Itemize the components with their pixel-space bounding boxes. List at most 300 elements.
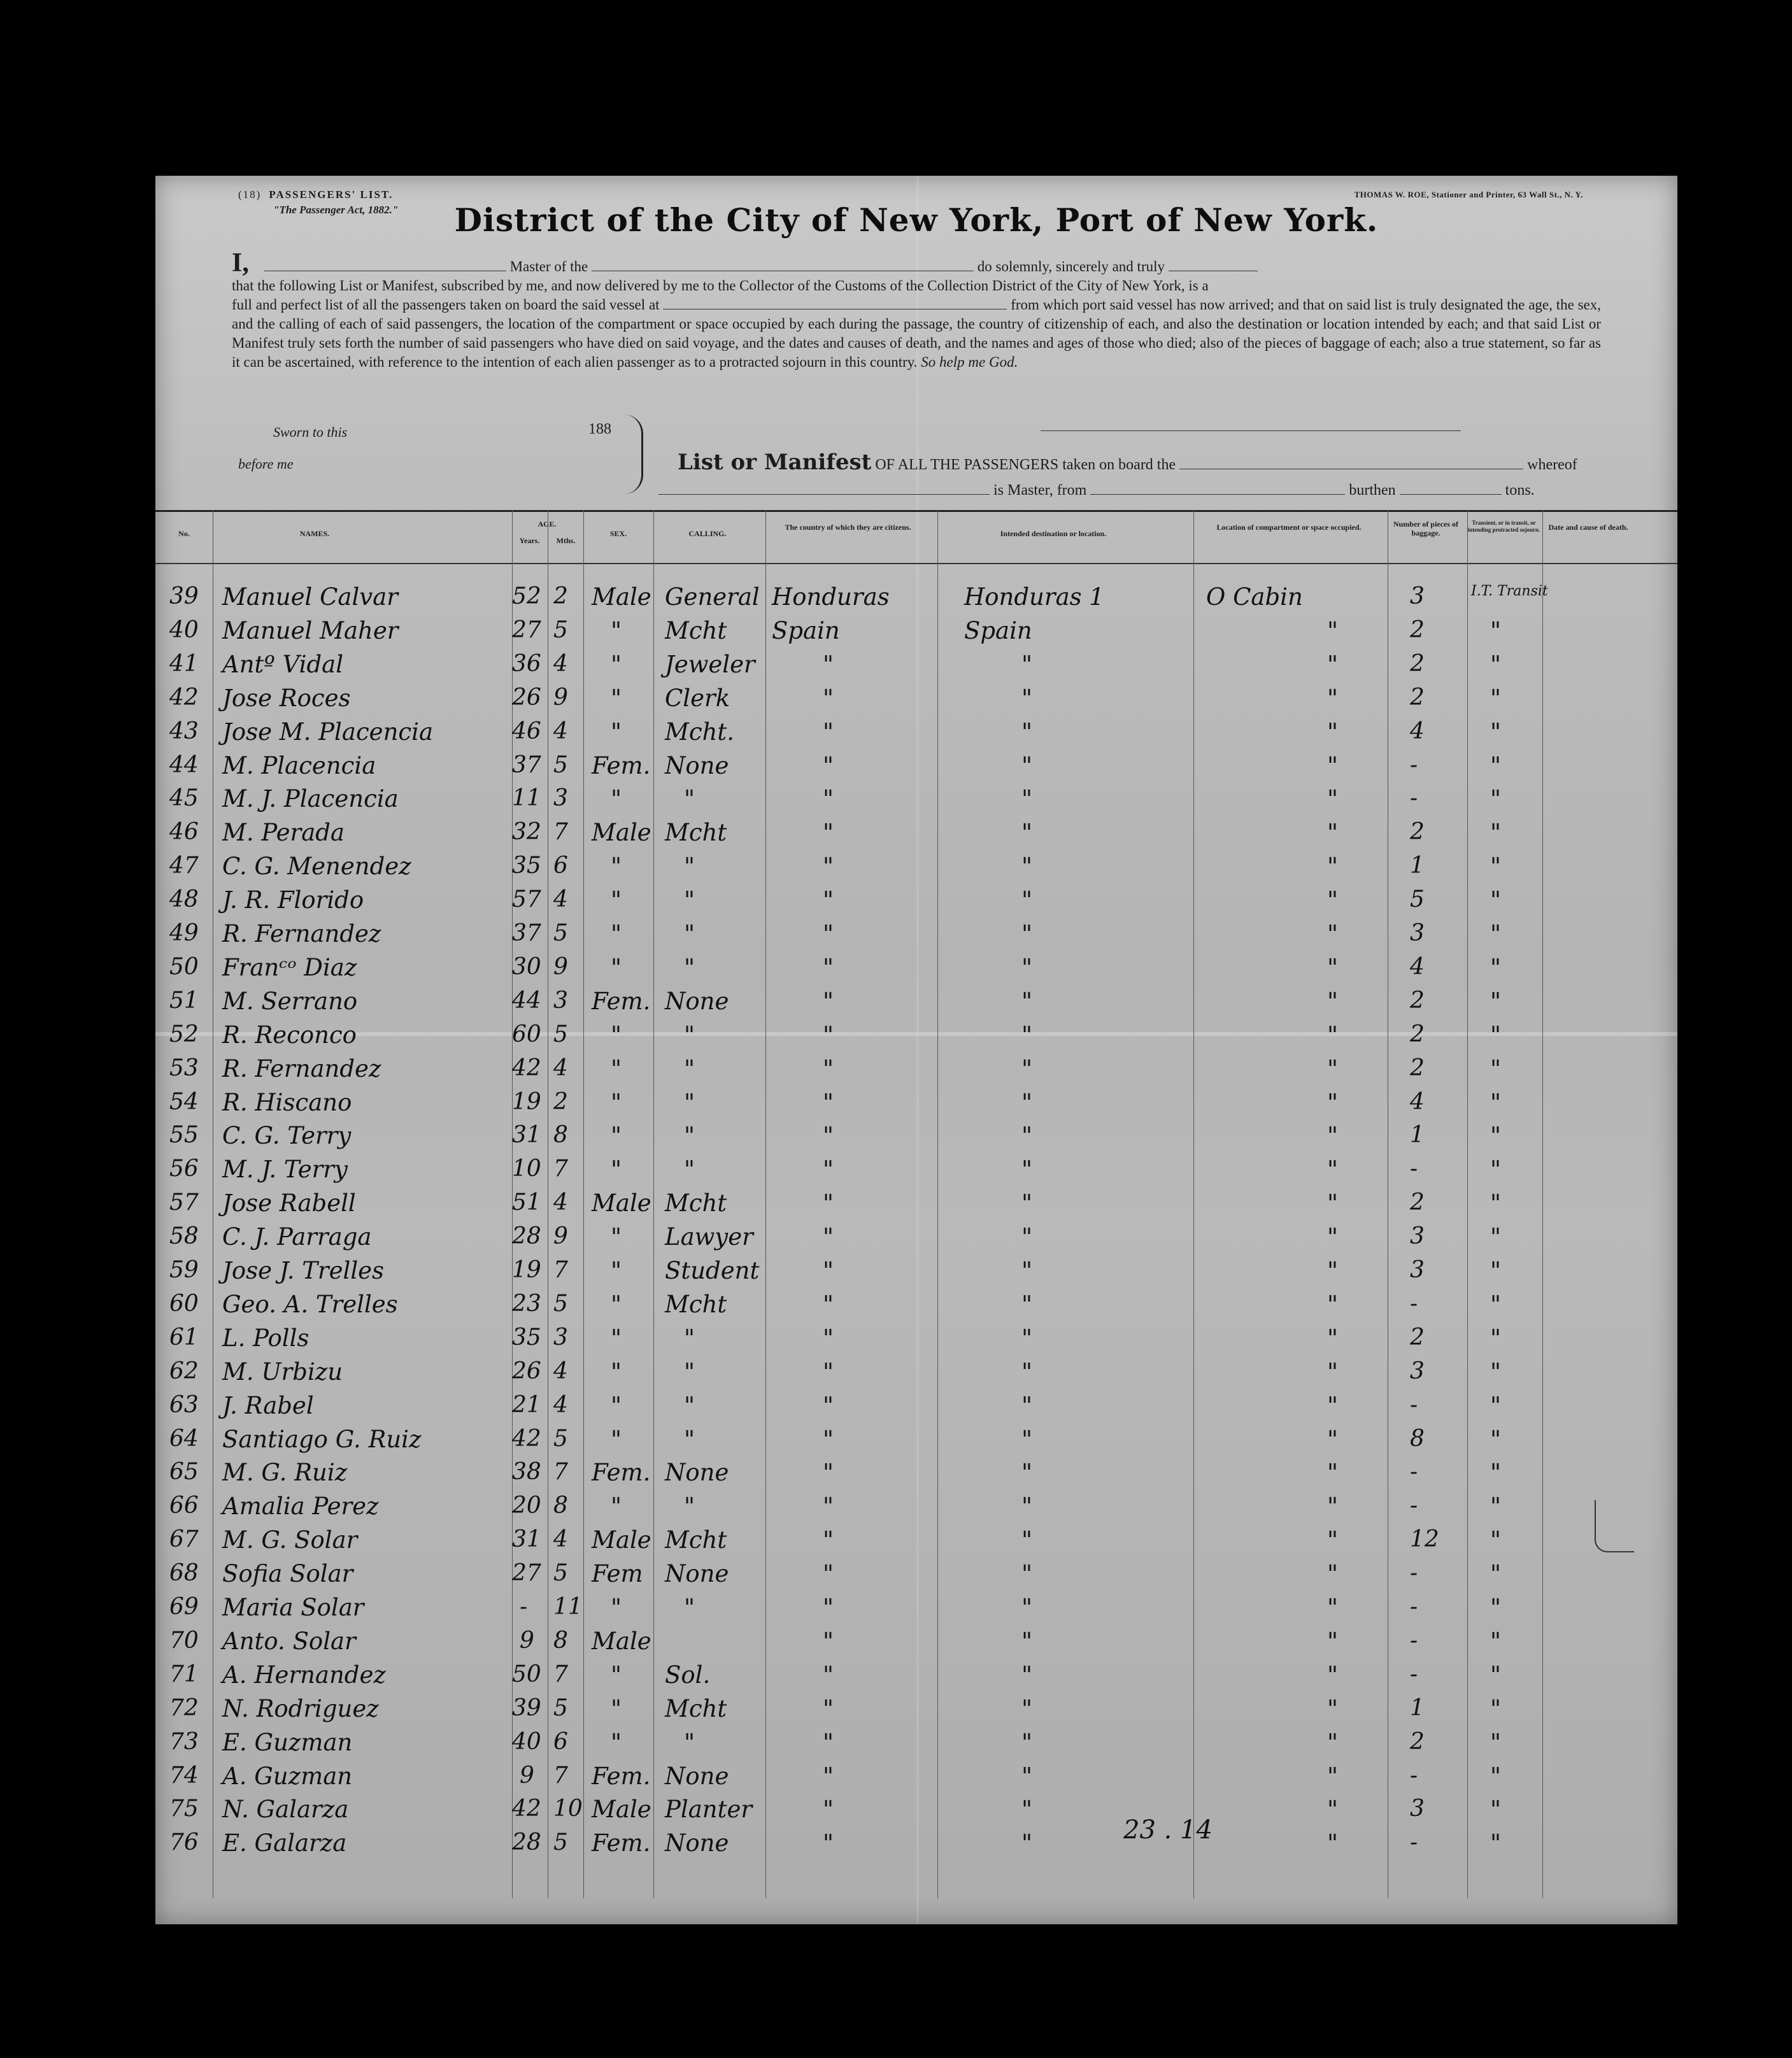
oath-line: from which port said vessel has now arrived; and that bbox=[1011, 297, 1325, 313]
row-no: 75 bbox=[169, 1796, 199, 1822]
row-name: Franᶜᵒ Diaz bbox=[222, 953, 357, 981]
row-bag: 1 bbox=[1410, 1122, 1425, 1149]
col-age: AGE. bbox=[537, 520, 557, 529]
row-calling: " bbox=[684, 853, 695, 881]
row-loc: " bbox=[1327, 1796, 1339, 1824]
row-dest: " bbox=[1021, 920, 1033, 947]
row-calling: None bbox=[665, 1762, 729, 1790]
row-country: " bbox=[823, 819, 834, 847]
row-dest: " bbox=[1021, 718, 1033, 746]
row-trans: " bbox=[1490, 684, 1502, 712]
row-calling: Mcht bbox=[665, 1290, 727, 1318]
row-loc: " bbox=[1327, 1829, 1339, 1857]
row-trans: " bbox=[1490, 920, 1502, 947]
row-calling: " bbox=[684, 1324, 695, 1352]
row-calling: Mcht bbox=[665, 1189, 727, 1217]
row-sex: Male bbox=[592, 1189, 651, 1217]
row-loc: O Cabin bbox=[1206, 583, 1303, 611]
row-dest: " bbox=[1021, 886, 1033, 914]
row-country: " bbox=[823, 1223, 834, 1251]
row-sex: " bbox=[611, 1661, 622, 1689]
column-rule bbox=[1467, 510, 1468, 1898]
row-loc: " bbox=[1327, 1189, 1339, 1217]
row-calling: None bbox=[665, 751, 729, 779]
manifest-text: tons. bbox=[1505, 482, 1535, 499]
row-calling: Clerk bbox=[665, 684, 730, 712]
row-trans: " bbox=[1490, 1290, 1502, 1318]
totals: 23 . 14 bbox=[1123, 1815, 1212, 1845]
row-name: J. Rabel bbox=[222, 1391, 314, 1419]
row-sex: " bbox=[611, 1493, 622, 1521]
row-yrs: 35 bbox=[512, 853, 541, 879]
row-country: " bbox=[823, 1762, 834, 1790]
row-sex: Fem bbox=[592, 1560, 643, 1588]
row-no: 54 bbox=[169, 1088, 199, 1115]
blank-line bbox=[658, 481, 990, 495]
row-bag: 5 bbox=[1410, 886, 1425, 913]
row-no: 60 bbox=[169, 1290, 199, 1317]
row-no: 42 bbox=[169, 684, 199, 711]
row-trans: " bbox=[1490, 1358, 1502, 1386]
row-yrs: 26 bbox=[512, 684, 541, 711]
row-name: N. Rodriguez bbox=[222, 1694, 379, 1722]
row-sex: " bbox=[611, 718, 622, 746]
row-bag: 2 bbox=[1410, 1054, 1425, 1081]
row-sex: Male bbox=[592, 1627, 651, 1655]
row-yrs: 42 bbox=[512, 1425, 541, 1452]
row-country: " bbox=[823, 1189, 834, 1217]
row-mths: 7 bbox=[553, 1156, 568, 1182]
row-calling: " bbox=[684, 1728, 695, 1756]
manifest-text: OF ALL THE PASSENGERS taken on board the bbox=[875, 457, 1176, 473]
row-country: " bbox=[823, 1156, 834, 1184]
row-trans: " bbox=[1490, 1493, 1502, 1521]
row-bag: - bbox=[1410, 1661, 1418, 1687]
row-no: 72 bbox=[169, 1694, 199, 1721]
row-sex: " bbox=[611, 1425, 622, 1453]
row-calling: " bbox=[684, 1088, 695, 1116]
row-bag: 2 bbox=[1410, 650, 1425, 677]
row-country: " bbox=[823, 886, 834, 914]
row-mths: 4 bbox=[553, 1358, 568, 1384]
row-no: 53 bbox=[169, 1054, 199, 1081]
column-rule bbox=[1542, 510, 1543, 1898]
row-yrs: 28 bbox=[512, 1829, 541, 1856]
row-loc: " bbox=[1327, 1290, 1339, 1318]
margin-mark bbox=[1595, 1500, 1634, 1552]
row-trans: " bbox=[1490, 1594, 1502, 1621]
row-no: 66 bbox=[169, 1493, 199, 1519]
blank-line bbox=[1169, 258, 1258, 271]
row-yrs: - bbox=[520, 1594, 528, 1620]
row-calling: " bbox=[684, 1054, 695, 1082]
row-dest: Honduras 1 bbox=[964, 583, 1104, 611]
row-loc: " bbox=[1327, 987, 1339, 1015]
row-name: A. Guzman bbox=[222, 1762, 353, 1790]
row-sex: Fem. bbox=[592, 1459, 651, 1487]
row-no: 45 bbox=[169, 785, 199, 812]
row-trans: " bbox=[1490, 1054, 1502, 1082]
oath-paragraph bbox=[232, 248, 1602, 372]
row-country: " bbox=[823, 1459, 834, 1487]
row-sex: " bbox=[611, 1358, 622, 1386]
col-mths: Mths. bbox=[556, 536, 576, 545]
row-country: " bbox=[823, 718, 834, 746]
row-yrs: 50 bbox=[512, 1661, 541, 1687]
row-mths: 9 bbox=[553, 1223, 568, 1250]
row-dest: " bbox=[1021, 819, 1033, 847]
row-bag: 2 bbox=[1410, 1021, 1425, 1047]
row-bag: 3 bbox=[1410, 1257, 1425, 1283]
row-mths: 5 bbox=[553, 920, 568, 946]
row-no: 59 bbox=[169, 1257, 199, 1283]
row-sex: Male bbox=[592, 583, 651, 611]
row-yrs: 60 bbox=[512, 1021, 541, 1047]
row-dest: " bbox=[1021, 1694, 1033, 1722]
row-dest: " bbox=[1021, 1290, 1033, 1318]
row-bag: - bbox=[1410, 785, 1418, 812]
row-loc: " bbox=[1327, 1594, 1339, 1621]
row-sex: " bbox=[611, 1122, 622, 1150]
row-country: " bbox=[823, 1324, 834, 1352]
row-loc: " bbox=[1327, 1223, 1339, 1251]
row-dest: " bbox=[1021, 1425, 1033, 1453]
row-bag: - bbox=[1410, 1156, 1418, 1182]
row-bag: 1 bbox=[1410, 1694, 1425, 1721]
manifest-text: is Master, from bbox=[993, 482, 1087, 499]
manifest-sheet bbox=[155, 176, 1677, 1924]
row-yrs: 9 bbox=[520, 1627, 534, 1654]
row-yrs: 31 bbox=[512, 1122, 541, 1149]
row-yrs: 38 bbox=[512, 1459, 541, 1486]
row-sex: " bbox=[611, 616, 622, 644]
row-loc: " bbox=[1327, 1021, 1339, 1049]
row-loc: " bbox=[1327, 1694, 1339, 1722]
row-sex: Fem. bbox=[592, 987, 651, 1015]
row-sex: " bbox=[611, 886, 622, 914]
row-dest: " bbox=[1021, 853, 1033, 881]
col-years: Years. bbox=[519, 536, 540, 545]
row-yrs: 40 bbox=[512, 1728, 541, 1755]
row-country: " bbox=[823, 1560, 834, 1588]
row-bag: - bbox=[1410, 1560, 1418, 1587]
row-country: " bbox=[823, 920, 834, 947]
row-no: 51 bbox=[169, 987, 199, 1014]
row-yrs: 10 bbox=[512, 1156, 541, 1182]
row-sex: " bbox=[611, 1290, 622, 1318]
row-mths: 4 bbox=[553, 1189, 568, 1216]
row-name: C. J. Parraga bbox=[222, 1223, 372, 1251]
row-dest: " bbox=[1021, 650, 1033, 678]
row-dest: " bbox=[1021, 1156, 1033, 1184]
row-calling: " bbox=[684, 1594, 695, 1621]
row-yrs: 39 bbox=[512, 1694, 541, 1721]
row-no: 41 bbox=[169, 650, 199, 677]
row-dest: " bbox=[1021, 684, 1033, 712]
manifest-text: whereof bbox=[1527, 457, 1577, 473]
row-bag: - bbox=[1410, 1459, 1418, 1486]
row-yrs: 42 bbox=[512, 1054, 541, 1081]
row-trans: " bbox=[1490, 1829, 1502, 1857]
row-calling: " bbox=[684, 1122, 695, 1150]
row-trans: " bbox=[1490, 853, 1502, 881]
row-trans: " bbox=[1490, 1728, 1502, 1756]
act-label: "The Passenger Act, 1882." bbox=[273, 204, 399, 216]
row-calling: " bbox=[684, 953, 695, 981]
row-trans: " bbox=[1490, 1425, 1502, 1453]
row-sex: " bbox=[611, 1088, 622, 1116]
oath-line: that the following List or Manifest, subscribed by me, and now delivered by me to the Collector of the Customs of the Collection District of the City of New York, is a bbox=[232, 278, 1209, 294]
row-no: 70 bbox=[169, 1627, 199, 1654]
row-sex: Fem. bbox=[592, 751, 651, 779]
row-dest: " bbox=[1021, 1189, 1033, 1217]
row-yrs: 57 bbox=[512, 886, 541, 913]
row-name: L. Polls bbox=[222, 1324, 309, 1352]
row-loc: " bbox=[1327, 819, 1339, 847]
row-loc: " bbox=[1327, 1122, 1339, 1150]
oath-closing: So help me God. bbox=[921, 354, 1018, 370]
row-no: 43 bbox=[169, 718, 199, 744]
row-name: Anto. Solar bbox=[222, 1627, 356, 1655]
row-mths: 8 bbox=[553, 1493, 568, 1519]
sworn-label: Sworn to this bbox=[273, 424, 348, 440]
row-name: C. G. Terry bbox=[222, 1122, 352, 1150]
manifest-heading bbox=[678, 450, 1577, 475]
row-mths: 7 bbox=[553, 1762, 568, 1789]
row-trans: " bbox=[1490, 1223, 1502, 1251]
row-dest: " bbox=[1021, 1762, 1033, 1790]
row-no: 62 bbox=[169, 1358, 199, 1384]
document-title: District of the City of New York, Port of New York. bbox=[454, 201, 1379, 239]
row-country: " bbox=[823, 1088, 834, 1116]
brace-mark bbox=[623, 415, 643, 494]
row-name: A. Hernandez bbox=[222, 1661, 386, 1689]
row-trans: " bbox=[1490, 785, 1502, 813]
row-yrs: 26 bbox=[512, 1358, 541, 1384]
row-loc: " bbox=[1327, 1358, 1339, 1386]
row-country: " bbox=[823, 987, 834, 1015]
row-mths: 5 bbox=[553, 1829, 568, 1856]
fold-line-vertical bbox=[916, 176, 919, 1924]
row-name: M. Urbizu bbox=[222, 1358, 343, 1386]
col-no: No. bbox=[178, 529, 190, 538]
row-calling: Lawyer bbox=[665, 1223, 753, 1251]
row-yrs: 21 bbox=[512, 1391, 541, 1418]
row-bag: - bbox=[1410, 1627, 1418, 1654]
row-dest: " bbox=[1021, 1796, 1033, 1824]
row-trans: " bbox=[1490, 1694, 1502, 1722]
row-bag: - bbox=[1410, 1594, 1418, 1620]
row-no: 46 bbox=[169, 819, 199, 846]
row-no: 63 bbox=[169, 1391, 199, 1418]
row-sex: " bbox=[611, 1156, 622, 1184]
row-sex: " bbox=[611, 785, 622, 813]
row-yrs: 19 bbox=[512, 1257, 541, 1283]
row-calling: " bbox=[684, 1391, 695, 1419]
row-dest: " bbox=[1021, 953, 1033, 981]
row-bag: 4 bbox=[1410, 953, 1425, 980]
row-sex: " bbox=[611, 1021, 622, 1049]
row-calling: " bbox=[684, 1358, 695, 1386]
row-trans: " bbox=[1490, 650, 1502, 678]
row-bag: 4 bbox=[1410, 1088, 1425, 1115]
row-calling: Planter bbox=[665, 1796, 753, 1824]
row-loc: " bbox=[1327, 1459, 1339, 1487]
row-loc: " bbox=[1327, 1560, 1339, 1588]
col-country: The country of which they are citizens. bbox=[785, 523, 911, 532]
row-mths: 8 bbox=[553, 1122, 568, 1149]
column-rule bbox=[653, 510, 654, 1898]
row-trans: " bbox=[1490, 1661, 1502, 1689]
row-trans: " bbox=[1490, 953, 1502, 981]
row-no: 65 bbox=[169, 1459, 199, 1486]
row-dest: " bbox=[1021, 751, 1033, 779]
row-loc: " bbox=[1327, 718, 1339, 746]
row-calling: Mcht bbox=[665, 1694, 727, 1722]
row-no: 44 bbox=[169, 751, 199, 778]
row-country: " bbox=[823, 785, 834, 813]
row-bag: - bbox=[1410, 1493, 1418, 1519]
row-country: Spain bbox=[772, 616, 840, 644]
row-mths: 6 bbox=[553, 1728, 568, 1755]
row-loc: " bbox=[1327, 616, 1339, 644]
row-bag: 3 bbox=[1410, 1358, 1425, 1384]
row-yrs: 27 bbox=[512, 616, 541, 643]
row-name: R. Fernandez bbox=[222, 1054, 381, 1082]
row-name: R. Reconco bbox=[222, 1021, 357, 1049]
row-yrs: 42 bbox=[512, 1796, 541, 1822]
row-bag: - bbox=[1410, 751, 1418, 778]
col-death: Date and cause of death. bbox=[1548, 523, 1628, 532]
row-name: Maria Solar bbox=[222, 1594, 364, 1621]
row-sex: Male bbox=[592, 1796, 651, 1824]
row-name: N. Galarza bbox=[222, 1796, 349, 1824]
row-loc: " bbox=[1327, 650, 1339, 678]
row-calling: " bbox=[684, 1156, 695, 1184]
row-country: " bbox=[823, 1054, 834, 1082]
row-calling: " bbox=[684, 1425, 695, 1453]
row-country: " bbox=[823, 1021, 834, 1049]
row-country: " bbox=[823, 953, 834, 981]
row-loc: " bbox=[1327, 1627, 1339, 1655]
row-loc: " bbox=[1327, 684, 1339, 712]
row-yrs: 27 bbox=[512, 1560, 541, 1587]
row-no: 73 bbox=[169, 1728, 199, 1755]
column-rule bbox=[937, 510, 938, 1898]
row-mths: 5 bbox=[553, 1694, 568, 1721]
row-bag: 3 bbox=[1410, 583, 1425, 609]
row-name: Antº Vidal bbox=[222, 650, 344, 678]
row-mths: 5 bbox=[553, 1021, 568, 1047]
row-yrs: 35 bbox=[512, 1324, 541, 1351]
row-bag: 8 bbox=[1410, 1425, 1425, 1452]
row-trans: " bbox=[1490, 1324, 1502, 1352]
row-sex: " bbox=[611, 650, 622, 678]
row-dest: " bbox=[1021, 785, 1033, 813]
row-sex: " bbox=[611, 1324, 622, 1352]
blank-line bbox=[1179, 456, 1523, 469]
row-country: " bbox=[823, 1391, 834, 1419]
row-name: R. Fernandez bbox=[222, 920, 381, 947]
row-name: Sofia Solar bbox=[222, 1560, 353, 1588]
row-trans: " bbox=[1490, 1122, 1502, 1150]
row-trans: " bbox=[1490, 987, 1502, 1015]
row-trans: " bbox=[1490, 1526, 1502, 1554]
row-country: Honduras bbox=[772, 583, 890, 611]
row-dest: " bbox=[1021, 987, 1033, 1015]
row-mths: 10 bbox=[553, 1796, 583, 1822]
row-yrs: 28 bbox=[512, 1223, 541, 1250]
row-dest: " bbox=[1021, 1358, 1033, 1386]
row-loc: " bbox=[1327, 1493, 1339, 1521]
row-trans: " bbox=[1490, 1021, 1502, 1049]
row-calling: Mcht. bbox=[665, 718, 735, 746]
row-loc: " bbox=[1327, 1661, 1339, 1689]
row-trans: " bbox=[1490, 1189, 1502, 1217]
row-mths: 3 bbox=[553, 785, 568, 812]
row-sex: " bbox=[611, 1594, 622, 1621]
row-no: 47 bbox=[169, 853, 199, 879]
row-name: Jose Rabell bbox=[222, 1189, 356, 1217]
row-sex: " bbox=[611, 920, 622, 947]
row-sex: Fem. bbox=[592, 1829, 651, 1857]
row-no: 55 bbox=[169, 1122, 199, 1149]
row-country: " bbox=[823, 1257, 834, 1284]
col-sex: SEX. bbox=[609, 529, 627, 538]
row-dest: " bbox=[1021, 1257, 1033, 1284]
row-loc: " bbox=[1327, 1156, 1339, 1184]
row-name: Amalia Perez bbox=[222, 1493, 379, 1521]
row-trans: " bbox=[1490, 819, 1502, 847]
row-bag: 12 bbox=[1410, 1526, 1439, 1553]
row-trans: " bbox=[1490, 1560, 1502, 1588]
row-dest: " bbox=[1021, 1459, 1033, 1487]
row-trans: " bbox=[1490, 1156, 1502, 1184]
row-dest: Spain bbox=[964, 616, 1032, 644]
row-no: 76 bbox=[169, 1829, 199, 1856]
row-sex: " bbox=[611, 684, 622, 712]
row-loc: " bbox=[1327, 1391, 1339, 1419]
row-trans: " bbox=[1490, 1627, 1502, 1655]
row-bag: 2 bbox=[1410, 1189, 1425, 1216]
row-loc: " bbox=[1327, 1425, 1339, 1453]
column-rule bbox=[583, 510, 584, 1898]
row-country: " bbox=[823, 1358, 834, 1386]
row-bag: - bbox=[1410, 1829, 1418, 1856]
row-name: Santiago G. Ruiz bbox=[222, 1425, 422, 1453]
row-sex: " bbox=[611, 1223, 622, 1251]
row-name: M. G. Solar bbox=[222, 1526, 358, 1554]
row-name: Manuel Maher bbox=[222, 616, 399, 644]
row-calling: Sol. bbox=[665, 1661, 711, 1689]
row-trans: " bbox=[1490, 1459, 1502, 1487]
row-country: " bbox=[823, 1661, 834, 1689]
row-sex: " bbox=[611, 1054, 622, 1082]
row-loc: " bbox=[1327, 1054, 1339, 1082]
row-trans: " bbox=[1490, 1391, 1502, 1419]
row-no: 49 bbox=[169, 920, 199, 946]
blank-line bbox=[663, 296, 1007, 309]
oath-line: full and perfect list of all the passengers taken on board the said vessel at bbox=[232, 297, 660, 313]
row-dest: " bbox=[1021, 1829, 1033, 1857]
row-bag: - bbox=[1410, 1762, 1418, 1789]
row-mths: 6 bbox=[553, 853, 568, 879]
row-calling: General bbox=[665, 583, 760, 611]
row-trans: " bbox=[1490, 616, 1502, 644]
row-country: " bbox=[823, 1425, 834, 1453]
row-bag: 3 bbox=[1410, 1796, 1425, 1822]
blank-line bbox=[1090, 481, 1345, 495]
